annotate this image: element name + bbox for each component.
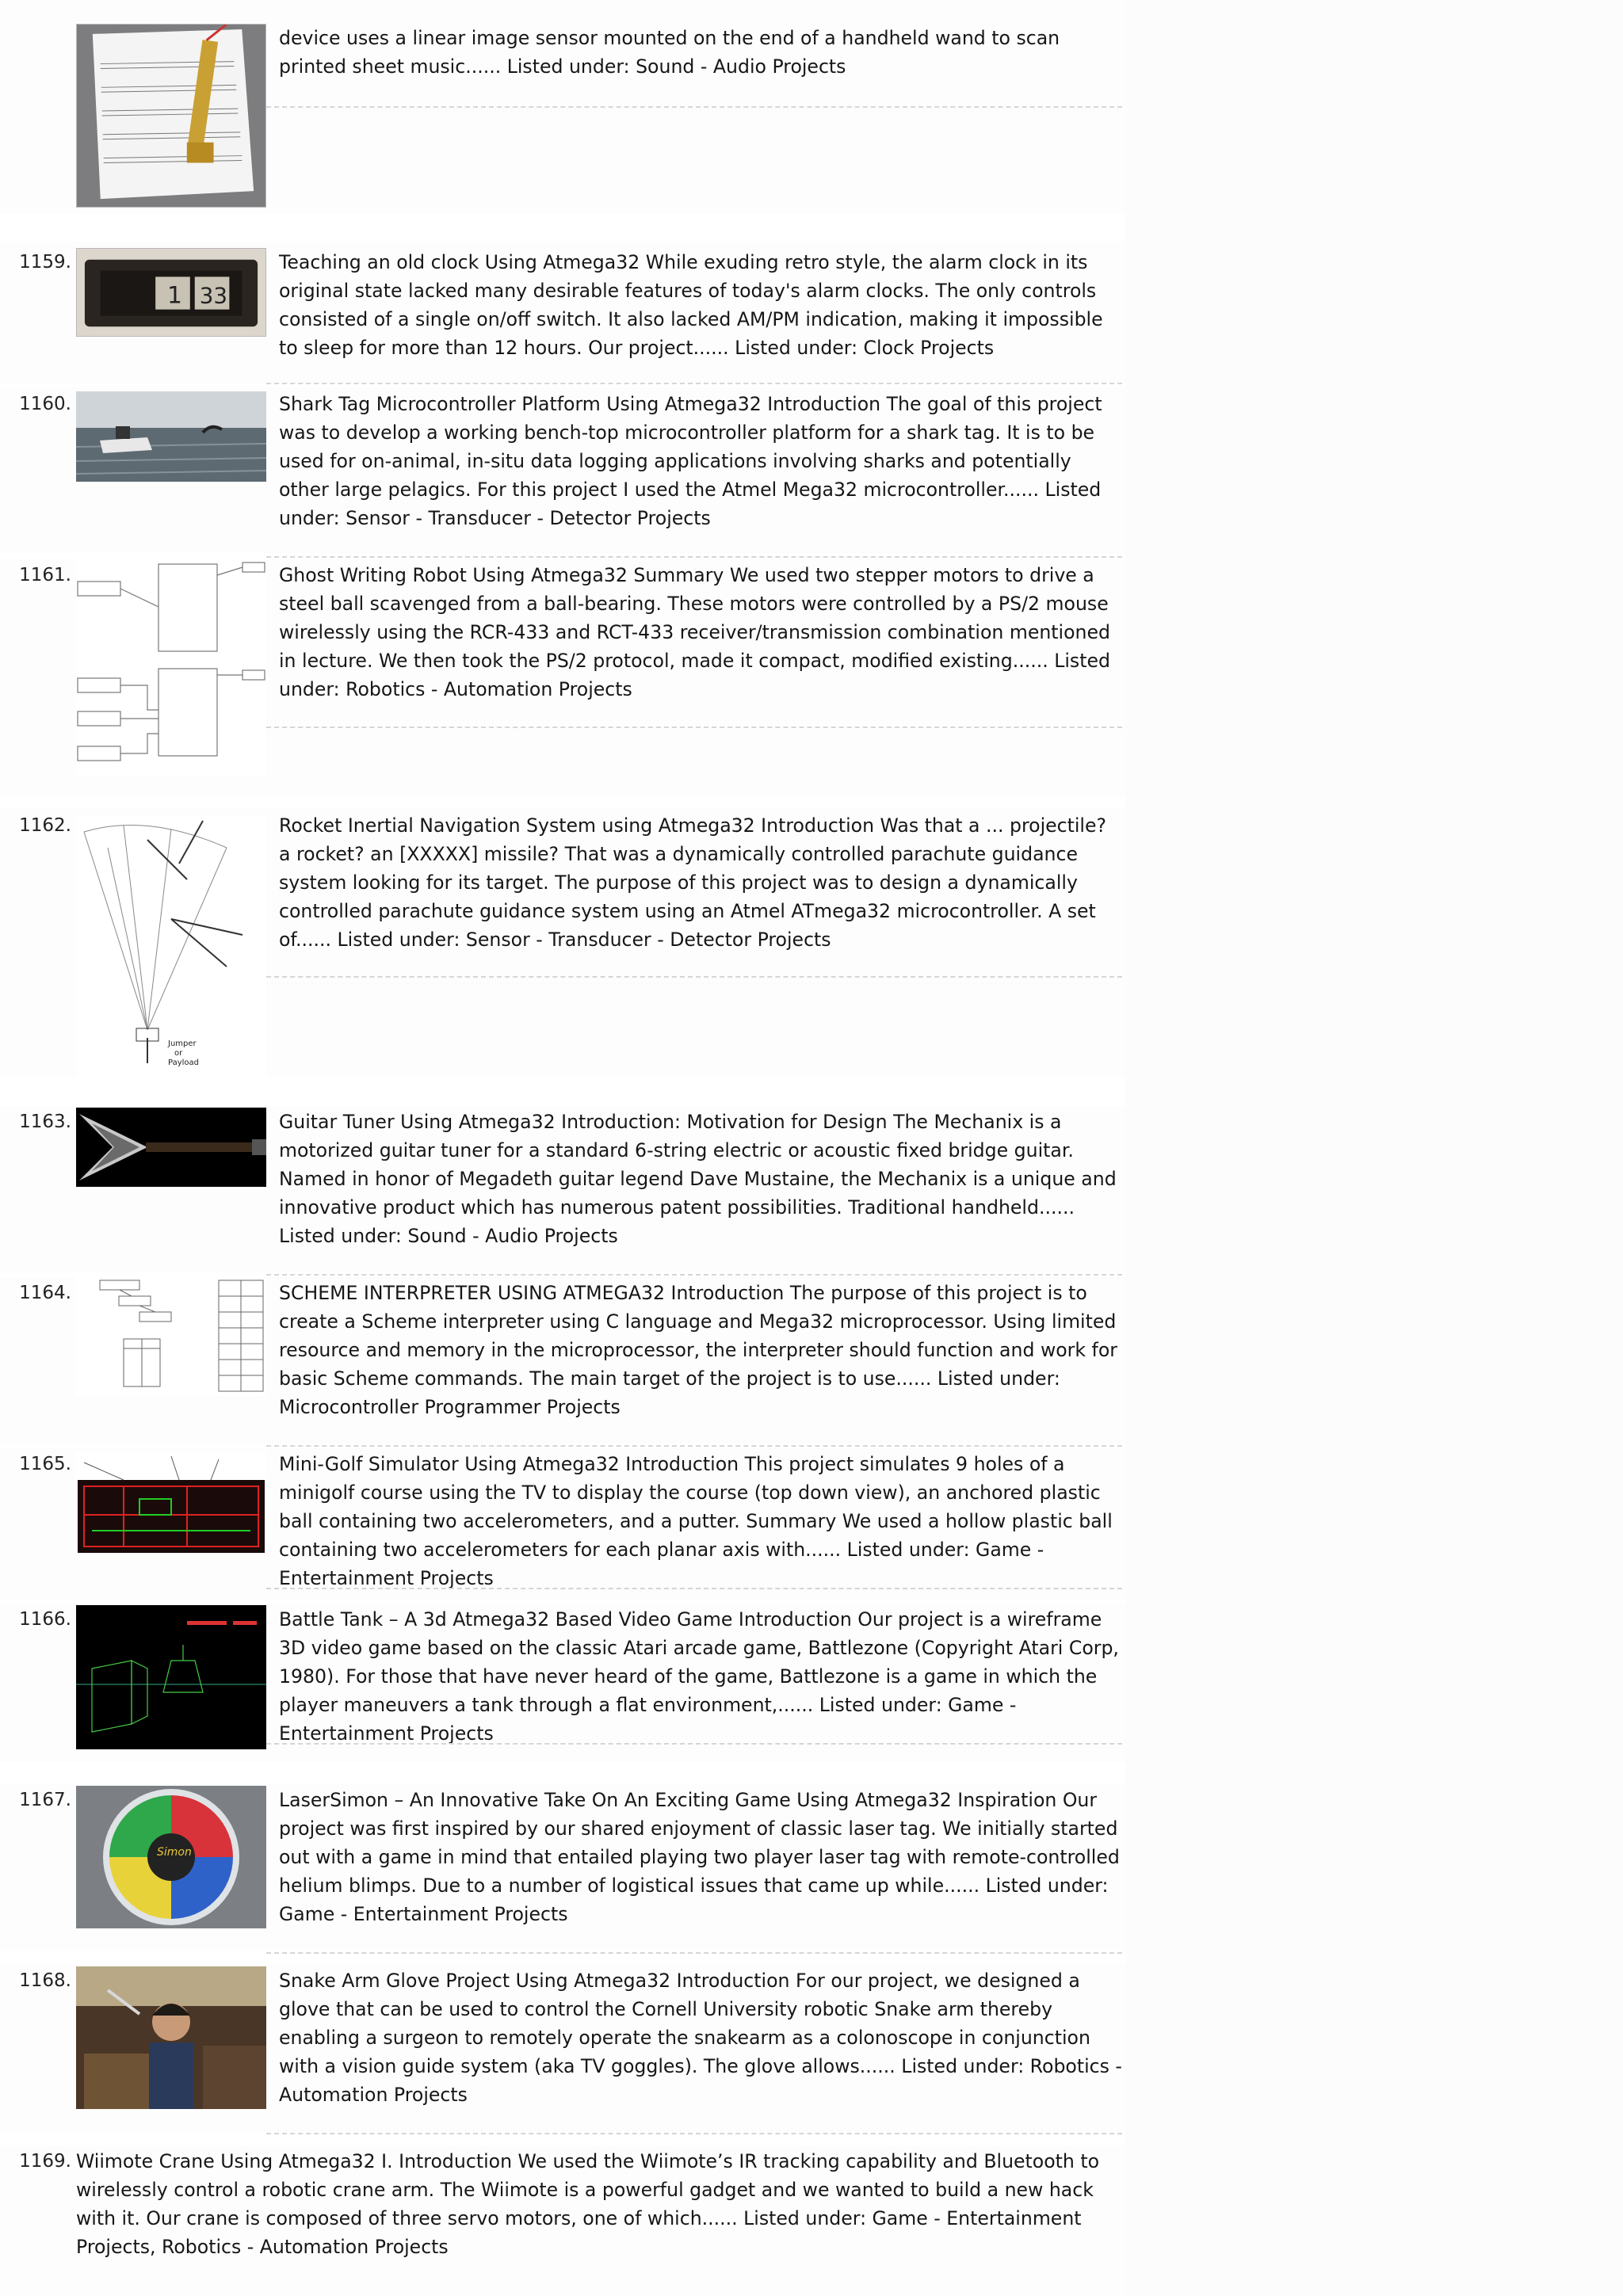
divider [266, 1952, 1122, 1954]
entry-number: 1167. [19, 1790, 71, 1810]
entry-number: 1168. [19, 1970, 71, 1991]
divider [266, 556, 1122, 558]
entry-description: Rocket Inertial Navigation System using Atmega32 Introduction Was that a ... projectile? a rocket? an [XXXXX] missile? That was a dynamically controlled parachute guidance system looking for its target. The purpose of this project was to design a dynamically controlled parachute guidance system using an Atmel ATmega32 microcontroller. A set of...... Listed under: Sensor - Transducer - Detector Projects [279, 814, 1107, 951]
entry-description: Mini-Golf Simulator Using Atmega32 Introduction This project simulates 9 holes of a minigolf course using the TV to display the course (top down view), an anchored plastic ball containing two accelerometers, and a putter. Summary We used a hollow plastic ball containing two accelerometers for each planar axis with...... Listed under: Game - Entertainment Projects [279, 1453, 1113, 1589]
list-item [0, 387, 1125, 553]
entry-description: Snake Arm Glove Project Using Atmega32 Introduction For our project, we designed a glove that can be used to control the Cornell University robotic Snake arm thereby enabling a surgeon to remotely operate the snakearm as a colonoscope in conjunction with a vision guide system (aka TV goggles). The glove allows...... Listed under: Robotics - Automation Projects [279, 1970, 1122, 2106]
tree-table-diagram[interactable] [76, 1277, 266, 1396]
list-item [0, 1448, 1125, 1599]
list-item [0, 1277, 1125, 1444]
entry-description: device uses a linear image sensor mounted on the end of a handheld wand to scan printed sheet music...... Listed under: Sound - Audio Projects [279, 27, 1060, 78]
entry-description: SCHEME INTERPRETER USING ATMEGA32 Introduction The purpose of this project is to create a Scheme interpreter using C language and Mega32 microprocessor. Using limited resource and memory in the microprocessor, the interpreter should function and work for basic Scheme commands. The main target of the project is to use...... Listed under: Microcontroller Programmer Projects [279, 1282, 1117, 1418]
sheet-music-scanner-photo[interactable] [76, 24, 266, 208]
entry-number: 1165. [19, 1454, 71, 1474]
entry-description: Guitar Tuner Using Atmega32 Introduction: Motivation for Design The Mechanix is a motorized guitar tuner for a standard 6-string electric or acoustic fixed bridge guitar. Named in honor of Megadeth guitar legend Dave Mustaine, the Mechanix is a unique and innovative product which has numerous patent possibilities. Traditional handheld...... Listed under: Sound - Audio Projects [279, 1111, 1117, 1247]
thumbnail-graphic [77, 25, 265, 207]
entry-description: Shark Tag Microcontroller Platform Using Atmega32 Introduction The goal of this project was to develop a working bench-top microcontroller platform for a shark tag. It is to be used for on-animal, in-situ data logging applications involving sharks and potentially other large pelagics. For this project I used the Atmel Mega32 microcontroller...... Listed under: Sensor - Transducer - Detector Projects [279, 393, 1102, 529]
block-diagram-image[interactable] [76, 559, 266, 775]
clock-digits: 1 [167, 281, 182, 309]
list-item [0, 1106, 1125, 1272]
divider [266, 1743, 1122, 1745]
divider [266, 1588, 1122, 1589]
divider [266, 976, 1122, 978]
list-item [0, 559, 1125, 797]
entry-description: Teaching an old clock Using Atmega32 While exuding retro style, the alarm clock in its original state lacked many desirable features of today's alarm clocks. The only controls consisted of a single on/off switch. It also lacked AM/PM indication, making it impossible to sleep for more than 12 hours. Our project...... Listed under: Clock Projects [279, 251, 1103, 359]
divider [266, 1274, 1122, 1276]
v-guitar-photo[interactable] [76, 1108, 266, 1187]
entry-description: Wiimote Crane Using Atmega32 I. Introduction We used the Wiimote’s IR tracking capability and Bluetooth to wirelessly control a robotic crane arm. The Wiimote is a powerful gadget and we wanted to build a new hack with it. Our crane is composed of three servo motors, one of which...... Listed under: Game - Entertainment Projects, Robotics - Automation Projects [76, 2150, 1100, 2258]
entry-number: 1161. [19, 565, 71, 585]
entry-number: 1169. [19, 2151, 71, 2172]
thumbnail-graphic [76, 559, 266, 775]
thumbnail-graphic [76, 1786, 266, 1928]
entry-number: 1162. [19, 815, 71, 836]
diagram-label: Payload [168, 1058, 199, 1067]
thumbnail-graphic [76, 1605, 266, 1749]
list-item [0, 808, 1125, 1077]
diagram-label: Jumper [168, 1039, 197, 1048]
entry-description: Ghost Writing Robot Using Atmega32 Summary We used two stepper motors to drive a steel ball scavenged from a ball-bearing. These motors were controlled by a PS/2 mouse wirelessly using the RCR-433 and RCT-433 receiver/transmission combination mentioned in lecture. We then took the PS/2 protocol, made it compact, modified existing...... Listed under: Robotics - Automation Projects [279, 564, 1110, 700]
entry-number: 1166. [19, 1609, 71, 1630]
entry-number: 1164. [19, 1283, 71, 1303]
entry-number: 1160. [19, 394, 71, 414]
person-lab-photo[interactable] [76, 1966, 266, 2109]
flip-clock-photo[interactable] [76, 248, 266, 337]
pcb-layout-image[interactable] [76, 1451, 266, 1554]
list-item [0, 1965, 1125, 2131]
thumbnail-graphic [76, 816, 266, 1077]
thumbnail-graphic [77, 249, 265, 336]
list-item [0, 242, 1125, 384]
divider [266, 383, 1122, 384]
wireframe-game-screenshot[interactable] [76, 1605, 266, 1749]
simon-logo: Simon [157, 1846, 192, 1859]
clock-digits: 33 [199, 282, 228, 309]
list-item [0, 1604, 1125, 1762]
divider [266, 1445, 1122, 1447]
thumbnail-graphic [76, 391, 266, 482]
divider [266, 727, 1122, 728]
list-item [0, 1784, 1125, 1951]
entry-description: Battle Tank – A 3d Atmega32 Based Video Game Introduction Our project is a wireframe 3D video game based on the classic Atari arcade game, Battlezone (Copyright Atari Corp, 1980). For those that have never heard of the game, Battlezone is a game in which the player maneuvers a tank through a flat environment,...... Listed under: Game - Entertainment Projects [279, 1608, 1119, 1745]
entry-number: 1163. [19, 1112, 71, 1132]
thumbnail-graphic [76, 1451, 266, 1554]
boat-sea-photo[interactable] [76, 391, 266, 482]
thumbnail-graphic [76, 1277, 266, 1396]
divider [266, 106, 1122, 108]
entry-number: 1159. [19, 252, 71, 273]
list-item [0, 2145, 1125, 2296]
diagram-label: or [174, 1049, 183, 1058]
entry-description: LaserSimon – An Innovative Take On An Exciting Game Using Atmega32 Inspiration Our project was first inspired by our shared enjoyment of classic laser tag. We initially started out with a game in mind that entailed playing two player laser tag with remote-controlled helium blimps. Due to a number of logistical issues that came up while...... Listed under: Game - Entertainment Projects [279, 1789, 1120, 1925]
simon-game-photo[interactable] [76, 1786, 266, 1928]
list-item [0, 0, 1125, 214]
parachute-force-diagram[interactable] [76, 816, 266, 1077]
thumbnail-graphic [76, 1108, 266, 1187]
thumbnail-graphic [76, 1966, 266, 2109]
divider [266, 2133, 1122, 2134]
right-margin [1125, 0, 1623, 2296]
